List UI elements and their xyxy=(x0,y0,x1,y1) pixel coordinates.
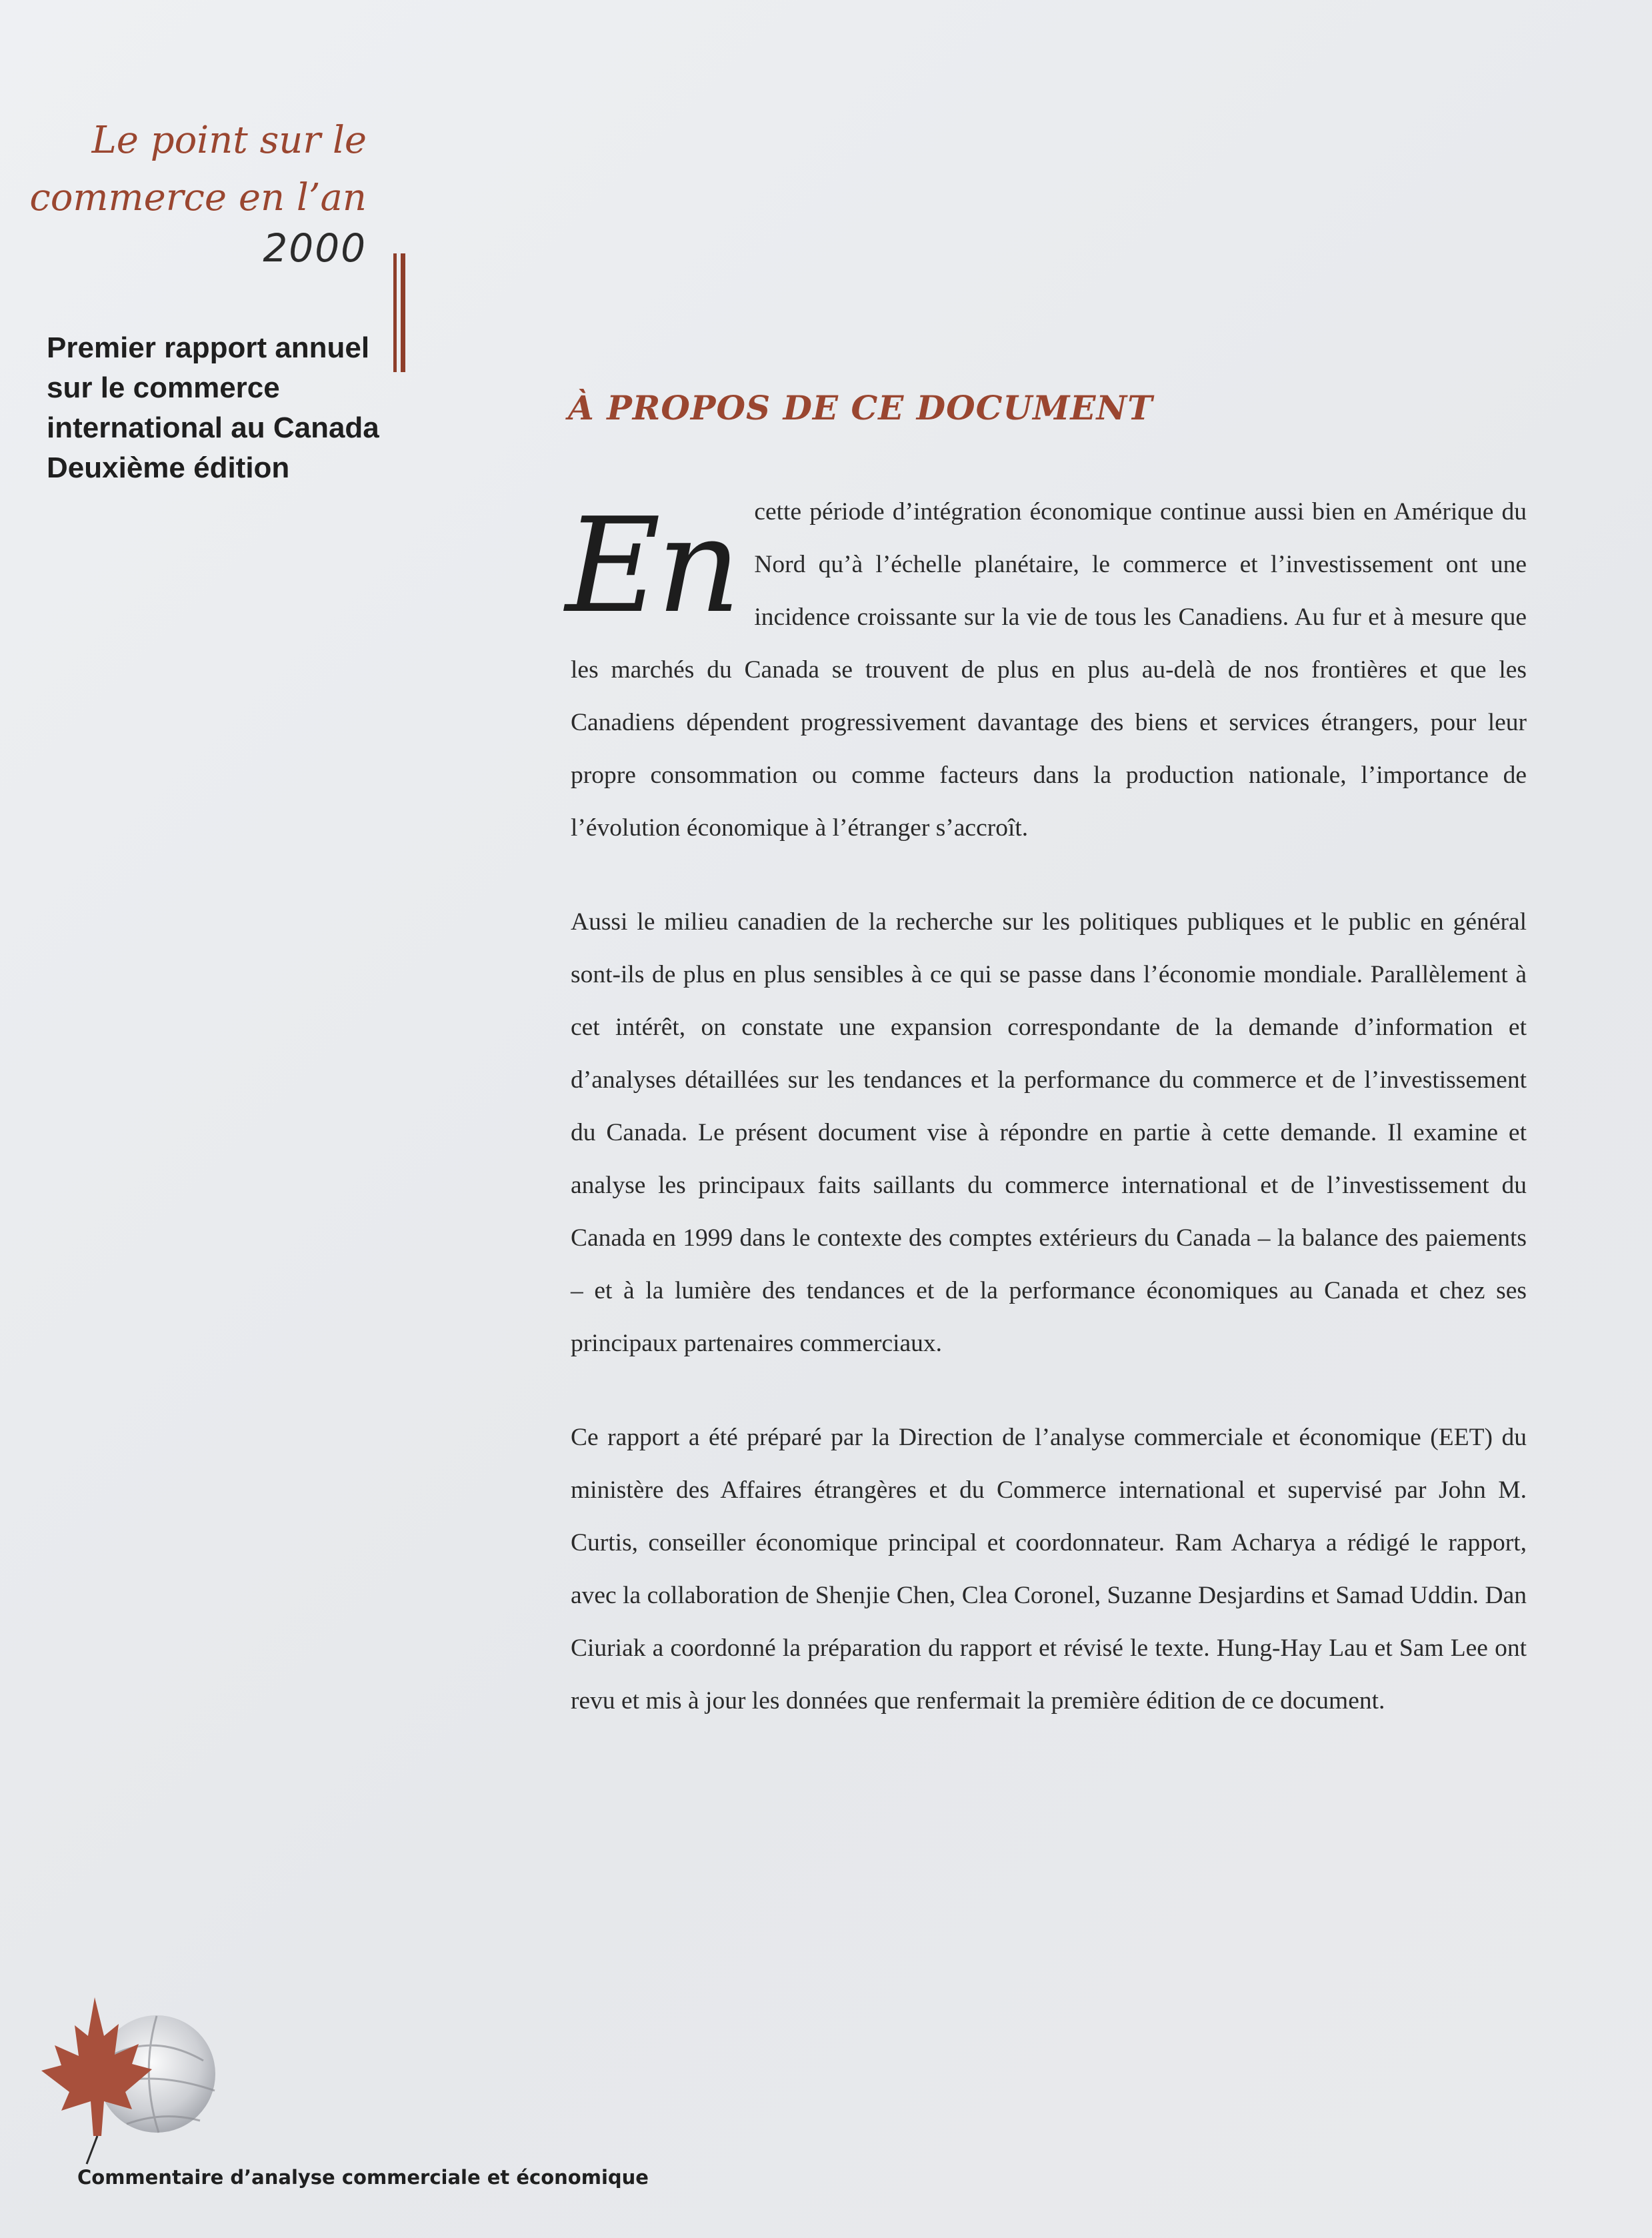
sidebar-subtitle-line-1: Premier rapport annuel xyxy=(47,331,370,364)
sidebar-year: 2000 xyxy=(263,225,367,271)
sidebar-subtitle-line-3: international au Canada xyxy=(47,411,379,444)
paragraph-1 xyxy=(565,485,1527,854)
sidebar-subtitle xyxy=(47,328,393,488)
sidebar-title-line-2: commerce en l’an xyxy=(29,176,367,219)
body-text xyxy=(565,485,1527,1769)
sidebar-divider-bars xyxy=(393,253,405,372)
drop-cap: En xyxy=(565,490,737,642)
divider-bar-thick xyxy=(401,253,405,372)
maple-leaf-globe-icon xyxy=(40,1997,240,2171)
section-heading: À PROPOS DE CE DOCUMENT xyxy=(568,388,1153,427)
sidebar-subtitle-line-4: Deuxième édition xyxy=(47,451,290,484)
sidebar-title-line-1: Le point sur le xyxy=(91,119,367,162)
sidebar-subtitle-line-2: sur le commerce xyxy=(47,371,280,404)
sidebar-title xyxy=(20,112,367,227)
paragraph-3: Ce rapport a été préparé par la Direction de l’analyse commerciale et économique (EET) du ministère des Affaires étrangères et du Commerce international et supervisé par John M. Curtis, conseiller économique principal et coordonnateur. Ram Acharya a rédigé le rapport, avec la collaboration de Shenjie Chen, Clea Coronel, Suzanne Desjardins et Samad Uddin. Dan Ciuriak a coordonné la préparation du rapport et révisé le texte. Hung-Hay Lau et Sam Lee ont revu et mis à jour les données que renfermait la première édition de ce document. xyxy=(571,1424,1527,1715)
divider-bar-thin xyxy=(393,253,397,372)
paragraph-2: Aussi le milieu canadien de la recherche sur les politiques publiques et le public en général sont-ils de plus en plus sensibles à ce qui se passe dans l’économie mondiale. Parallèlement à cet intérêt, on constate une expansion correspondante de la demande d’information et d’analyses détaillées sur les tendances et la performance du commerce et de l’investissement du Canada. Le présent document vise à répondre en partie à cette demande. Il examine et analyse les principaux faits saillants du commerce international et de l’investissement du Canada en 1999 dans le contexte des comptes extérieurs du Canada – la balance des paiements – et à la lumière des tendances et de la performance économiques au Canada et chez ses principaux partenaires commerciaux. xyxy=(571,908,1527,1357)
paragraph-1-text: cette période d’intégration économique continue aussi bien en Amérique du Nord qu’à l’échelle planétaire, le commerce et l’investissement ont une incidence croissante sur la vie de tous les Canadiens. Au fur et à mesure que les marchés du Canada se trouvent de plus en plus au-delà de nos frontières et que les Canadiens dépendent progressivement davantage des biens et services étrangers, pour leur propre consommation ou comme facteurs dans la production nationale, l’importance de l’évolution économique à l’étranger s’accroît. xyxy=(571,498,1527,842)
footer-text: Commentaire d’analyse commerciale et économique xyxy=(77,2166,649,2189)
